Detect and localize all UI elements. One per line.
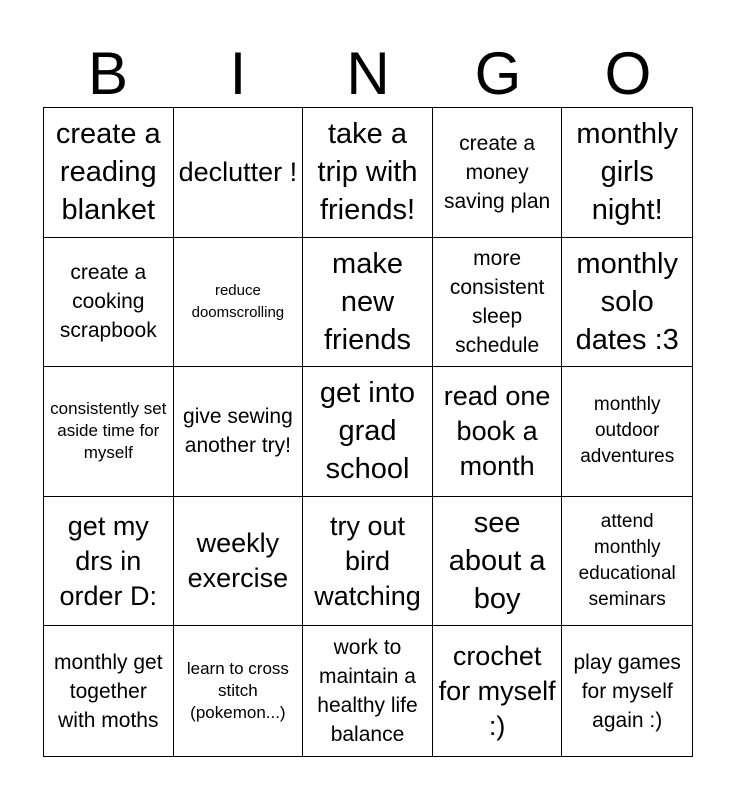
bingo-cell[interactable]: reduce doomscrolling: [174, 238, 304, 368]
bingo-cell[interactable]: crochet for myself :): [433, 626, 563, 756]
bingo-cell[interactable]: make new friends: [303, 238, 433, 368]
bingo-header: [43, 40, 693, 108]
header-letter-i: I: [229, 40, 247, 107]
bingo-cell[interactable]: read one book a month: [433, 367, 563, 497]
bingo-cell[interactable]: get into grad school: [303, 367, 433, 497]
header-letter-n: N: [346, 40, 390, 107]
header-letter-o: O: [604, 40, 652, 107]
bingo-cell[interactable]: take a trip with friends!: [303, 108, 433, 238]
bingo-cell[interactable]: declutter !: [174, 108, 304, 238]
bingo-cell[interactable]: weekly exercise: [174, 497, 304, 627]
bingo-cell[interactable]: monthly outdoor adventures: [562, 367, 692, 497]
bingo-cell[interactable]: learn to cross stitch (pokemon...): [174, 626, 304, 756]
bingo-cell[interactable]: create a cooking scrapbook: [44, 238, 174, 368]
bingo-board: [43, 107, 693, 757]
bingo-cell[interactable]: play games for myself again :): [573, 650, 681, 732]
bingo-cell[interactable]: more consistent sleep schedule: [433, 238, 563, 368]
header-letter-b: B: [87, 40, 129, 107]
bingo-cell[interactable]: work to maintain a healthy life balance: [303, 626, 433, 756]
bingo-cell[interactable]: see about a boy: [433, 497, 563, 627]
bingo-cell[interactable]: try out bird watching: [303, 497, 433, 627]
bingo-cell[interactable]: monthly solo dates :3: [562, 238, 692, 368]
header-letter-g: G: [474, 40, 522, 107]
bingo-cell[interactable]: attend monthly educational seminars: [562, 497, 692, 627]
bingo-cell[interactable]: monthly girls night!: [562, 108, 692, 238]
bingo-cell[interactable]: monthly get together with moths: [44, 626, 174, 756]
bingo-cell[interactable]: create a reading blanket: [44, 108, 174, 238]
bingo-cell[interactable]: give sewing another try!: [174, 367, 304, 497]
bingo-cell[interactable]: consistently set aside time for myself: [44, 367, 174, 497]
bingo-cell[interactable]: create a money saving plan: [433, 108, 563, 238]
bingo-cell[interactable]: get my drs in order D:: [44, 497, 174, 627]
